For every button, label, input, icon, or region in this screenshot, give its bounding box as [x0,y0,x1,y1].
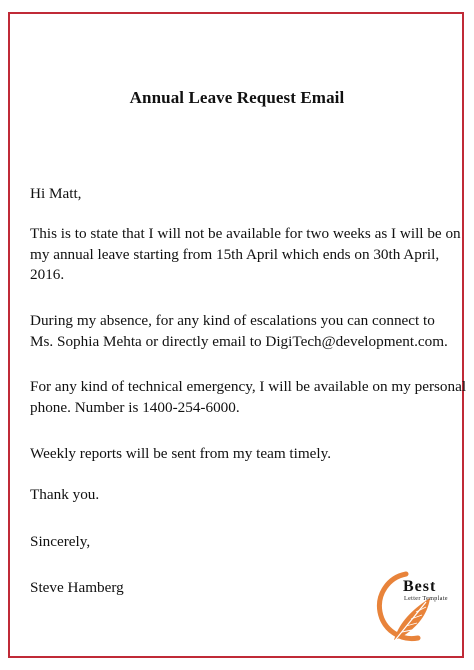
paragraph-line: For any kind of technical emergency, I will be available on my personal [30,378,467,395]
letter-title: Annual Leave Request Email [129,88,345,107]
paragraph-reports [30,444,450,465]
paragraph-line: Weekly reports will be sent from my team timely. [30,445,332,462]
greeting: Hi Matt, [30,185,82,202]
paragraph-line: 2016. [30,266,65,283]
closing-line: Sincerely, [30,533,91,550]
logo-tagline: Letter Template [404,596,448,602]
paragraph-emergency [30,377,467,418]
paragraph-line: During my absence, for any kind of escalations you can connect to [30,312,435,329]
paragraph-line: phone. Number is 1400-254-6000. [30,398,240,416]
paragraph-escalation [30,311,450,352]
thanks-line: Thank you. [30,486,100,503]
paragraph-line: Ms. Sophia Mehta or directly email to DigiTech@development.com. [30,332,448,350]
logo-brand-text: Best [403,578,437,595]
paragraph-line: my annual leave starting from 15th April which ends on 30th April, [30,245,440,263]
paragraph-line: This is to state that I will not be available for two weeks as I will be on [30,225,461,242]
paragraph-availability [30,224,461,286]
best-letter-template-logo [372,568,462,648]
signature-name: Steve Hamberg [30,579,124,596]
